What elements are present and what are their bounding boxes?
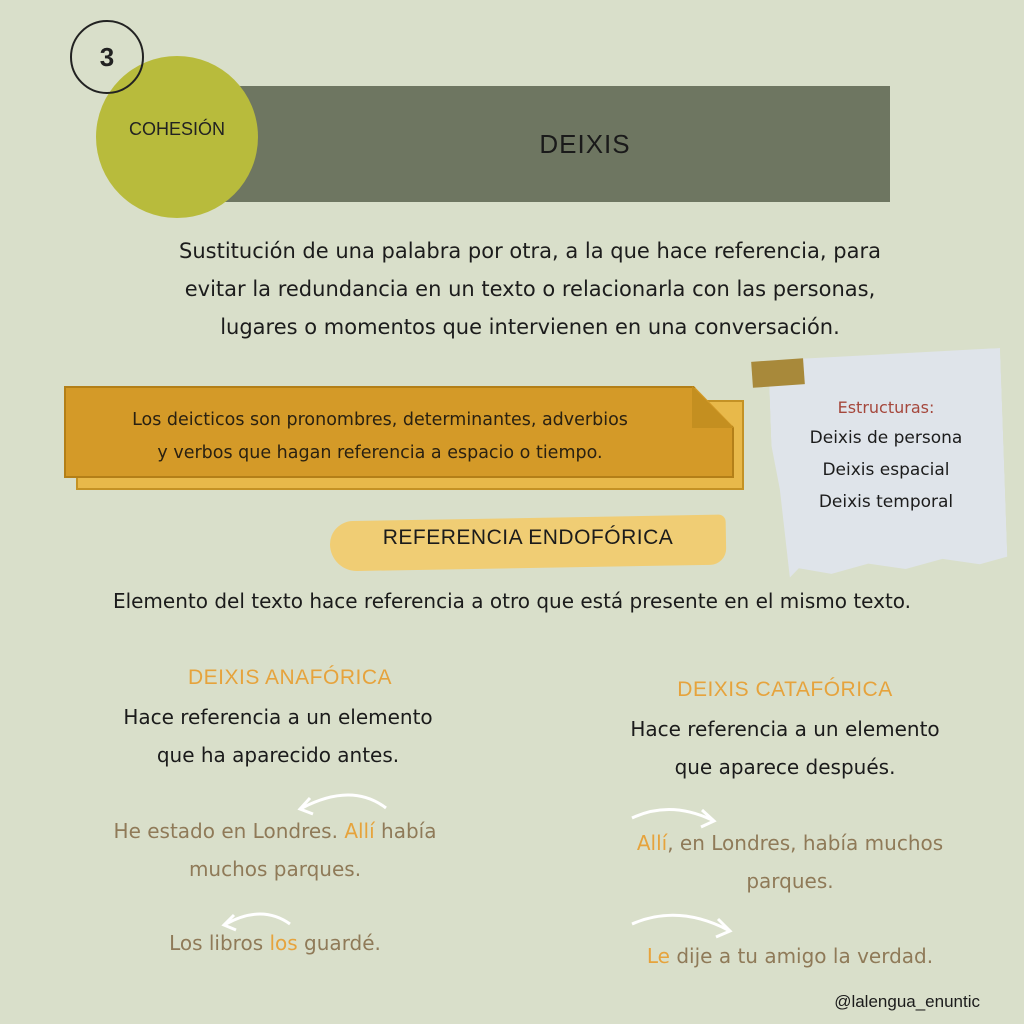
example-text: , en Londres, había muchos <box>667 831 944 855</box>
example-text: muchos parques. <box>188 857 362 881</box>
anaphoric-example-1 <box>40 812 510 888</box>
section-number: 3 <box>70 20 144 94</box>
cataphoric-description <box>560 710 1010 786</box>
example-text: He estado en Londres. <box>113 819 345 843</box>
definition-line: Sustitución de una palabra por otra, a la que hace referencia, para <box>179 239 881 263</box>
note-line: y verbos que hagan referencia a espacio o tiempo. <box>157 443 603 463</box>
example-text: parques. <box>746 869 834 893</box>
structures-title: Estructuras: <box>837 398 935 417</box>
definition-line: lugares o momentos que intervienen en una conversación. <box>220 315 840 339</box>
section-label: COHESIÓN <box>128 118 225 139</box>
anaphoric-description <box>48 698 508 774</box>
example-text: dije a tu amigo la verdad. <box>670 944 934 968</box>
page-title: DEIXIS <box>539 128 631 159</box>
example-highlight: Le <box>646 944 670 968</box>
anaphoric-line: que ha aparecido antes. <box>156 743 400 767</box>
anaphoric-line: Hace referencia a un elemento <box>123 705 433 729</box>
tape-strip <box>751 358 805 388</box>
structure-item: Deixis temporal <box>818 492 954 512</box>
example-highlight: Allí <box>636 831 668 855</box>
example-text: guardé. <box>297 931 381 955</box>
example-text: Los libros <box>169 931 270 955</box>
cataphoric-line: Hace referencia a un elemento <box>630 717 940 741</box>
structure-item: Deixis espacial <box>822 460 950 480</box>
note-line: Los deicticos son pronombres, determinantes, adverbios <box>132 410 628 430</box>
author-handle: @lalengua_enuntic <box>834 992 980 1011</box>
anaphoric-example-2 <box>40 924 510 962</box>
endophoric-title: REFERENCIA ENDOFÓRICA <box>382 526 674 549</box>
cataphoric-line: que aparece después. <box>674 755 896 779</box>
example-highlight: los <box>269 931 298 955</box>
structure-item: Deixis de persona <box>809 428 963 448</box>
cataphoric-example-2 <box>560 937 1020 975</box>
deixis-definition <box>80 232 980 346</box>
endophoric-definition: Elemento del texto hace referencia a otro que está presente en el mismo texto. <box>112 589 912 613</box>
cataphoric-title: DEIXIS CATAFÓRICA <box>677 678 893 701</box>
deictics-note-text <box>70 404 690 470</box>
example-text: había <box>374 819 437 843</box>
definition-line: evitar la redundancia en un texto o relacionarla con las personas, <box>184 277 876 301</box>
cataphoric-example-1 <box>560 824 1020 900</box>
anaphoric-title: DEIXIS ANAFÓRICA <box>187 666 393 689</box>
example-highlight: Allí <box>344 819 375 843</box>
